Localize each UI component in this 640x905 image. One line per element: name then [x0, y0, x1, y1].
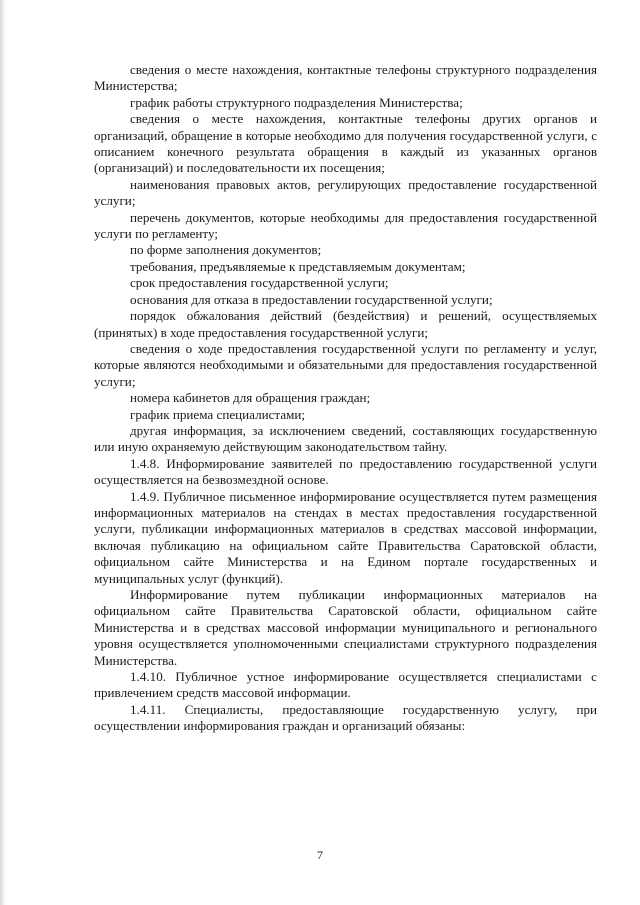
paragraph-1-4-8: 1.4.8. Информирование заявителей по предоставлению государственной услуги осуществляется на безвозмездной основе. [94, 455, 597, 488]
paragraph-appeal-procedure: порядок обжалования действий (бездействия) и решений, осуществляемых (принятых) в ходе предоставления государственной услуги; [94, 308, 597, 340]
paragraph-requirements: требования, предъявляемые к представляемым документам; [130, 258, 466, 274]
paragraph-office-numbers: номера кабинетов для обращения граждан; [130, 390, 371, 406]
paragraph-publication-info: Информирование путем публикации информационных материалов на официальном сайте Правительства Саратовской области, официальном сайте Министерства и в средствах массовой информации муниципального и регионального уровня осуществляется уполномоченными специалистами структурного подразделения Министерства. [94, 587, 597, 668]
paragraph-other-organizations: сведения о месте нахождения, контактные телефоны других органов и организаций, обращение в которые необходимо для получения государственной услуги, с описанием конечного результата обращения в каждый из указанных органов (организаций) и последовательности их посещения; [94, 111, 597, 176]
paragraph-service-progress: сведения о ходе предоставления государственной услуги по регламенту и услуг, которые являются необходимыми и обязательными для предоставления государственной услуги; [94, 340, 597, 389]
paragraph-1-4-10: 1.4.10. Публичное устное информирование осуществляется специалистами с привлечением средств массовой информации. [94, 669, 597, 701]
paragraph-work-schedule: график работы структурного подразделения Министерства; [130, 94, 463, 110]
paragraph-service-term: срок предоставления государственной услуги; [130, 275, 389, 291]
paragraph-other-information: другая информация, за исключением сведений, составляющих государственную или иную охраняемую действующим законодательством тайну. [94, 422, 597, 455]
paragraph-documents-list: перечень документов, которые необходимы для предоставления государственной услуги по регламенту; [94, 209, 597, 242]
paragraph-form-filling: по форме заполнения документов; [130, 242, 322, 258]
scan-edge [0, 0, 6, 905]
paragraph-1-4-9: 1.4.9. Публичное письменное информирование осуществляется путем размещения информационных материалов на стендах в местах предоставления государственной услуги, публикации информационных материалов в средствах массовой информации, включая публикацию на официальном сайте Правительства Саратовской области, официальном сайте Министерства и на Едином портале государственных и муниципальных услуг (функций). [94, 488, 597, 586]
paragraph-reception-schedule: график приема специалистами; [130, 406, 306, 422]
document-page [94, 62, 597, 735]
paragraph-refusal-grounds: основания для отказа в предоставлении государственной услуги; [130, 291, 493, 307]
paragraph-location-contacts: сведения о месте нахождения, контактные телефоны структурного подразделения Министерства; [94, 62, 597, 94]
paragraph-legal-acts: наименования правовых актов, регулирующих предоставление государственной услуги; [94, 176, 597, 209]
page-number: 7 [317, 848, 323, 862]
paragraph-1-4-11: 1.4.11. Специалисты, предоставляющие государственную услугу, при осуществлении информирования граждан и организаций обязаны: [94, 701, 597, 734]
